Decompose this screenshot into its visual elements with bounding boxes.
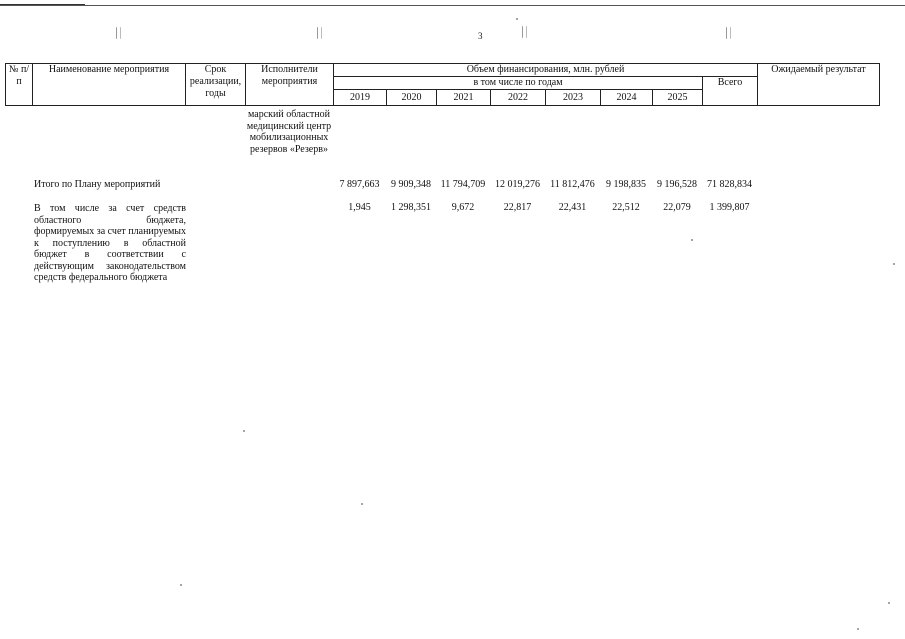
header-total: Всего (703, 77, 758, 106)
cell-value: 22,431 (558, 202, 587, 213)
scan-speck (888, 602, 890, 604)
scan-speck (516, 18, 518, 20)
header-expected-result: Ожидаемый результат (758, 64, 880, 106)
cell-value: 11 812,476 (550, 179, 595, 190)
scan-speck (361, 503, 363, 505)
cell-value: 12 019,276 (495, 179, 540, 190)
row-label-total: Итого по Плану мероприятий (34, 179, 161, 190)
cell-value: 1 298,351 (391, 202, 431, 213)
cell-value: 22,079 (663, 202, 691, 213)
binding-mark (522, 26, 527, 38)
header-year: 2022 (491, 90, 546, 106)
header-year: 2025 (653, 90, 703, 106)
header-term: Срок реализации, годы (186, 64, 246, 106)
cell-value: 9,672 (451, 202, 475, 213)
cell-value: 9 198,835 (606, 179, 646, 190)
header-financing-volume: Объем финансирования, млн. рублей (334, 64, 758, 77)
scan-speck (243, 430, 245, 432)
cell-value: 1,945 (348, 202, 371, 213)
cell-value: 9 196,528 (657, 179, 697, 190)
page-number: 3 (478, 31, 483, 41)
header-by-years: в том числе по годам (334, 77, 703, 90)
cell-value: 22,512 (612, 202, 640, 213)
cell-total: 71 828,834 (707, 179, 752, 190)
binding-mark (116, 27, 121, 39)
scan-speck (857, 628, 859, 630)
header-year: 2023 (546, 90, 601, 106)
executor-continuation: марский областной медицинский центр мобилизационных резервов «Резерв» (246, 109, 332, 155)
page-top-rule (0, 5, 905, 6)
row-label-regional-budget: В том числе за счет средств областного бюджета, формируемых за счет планируемых к поступлению в областной бюджет в соответствии с действующим законодательством средств федерального бюджета (34, 203, 186, 283)
scan-speck (691, 239, 693, 241)
header-year: 2024 (601, 90, 653, 106)
scan-speck (180, 584, 182, 586)
header-year: 2019 (334, 90, 387, 106)
cell-value: 11 794,709 (440, 179, 486, 190)
binding-mark (317, 27, 322, 39)
cell-total: 1 399,807 (709, 202, 750, 213)
cell-value: 7 897,663 (339, 179, 380, 190)
header-name: Наименование мероприятия (33, 64, 186, 106)
scan-speck (893, 263, 895, 265)
binding-mark (726, 27, 731, 39)
header-executors: Исполнители мероприятия (246, 64, 334, 106)
cell-value: 9 909,348 (391, 179, 431, 190)
header-number: № п/п (6, 64, 33, 106)
plan-table-header (5, 63, 880, 106)
header-year: 2020 (387, 90, 437, 106)
header-year: 2021 (437, 90, 491, 106)
cell-value: 22,817 (503, 202, 532, 213)
